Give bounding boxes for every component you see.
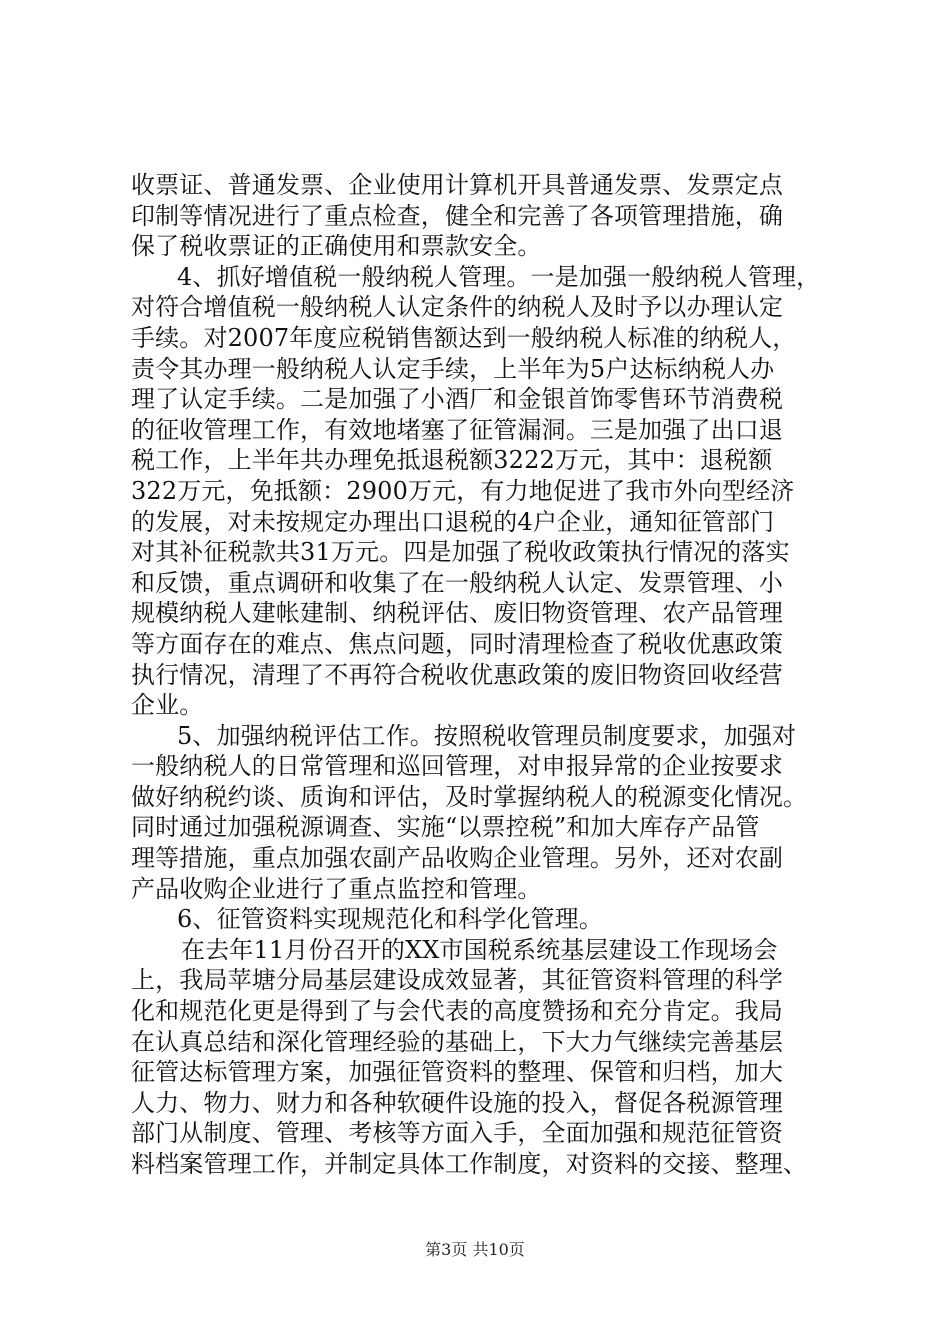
text-line: 在认真总结和深化管理经验的基础上，下大力气继续完善基层 — [131, 1027, 784, 1056]
text-line: 责令其办理一般纳税人认定手续，上半年为5户达标纳税人办 — [131, 354, 775, 383]
document-body — [131, 170, 837, 1180]
text-line: 做好纳税约谈、质询和评估，及时掌握纳税人的税源变化情况。 — [131, 782, 808, 811]
text-line: 保了税收票证的正确使用和票款安全。 — [131, 232, 542, 261]
text-line: 上，我局苹塘分局基层建设成效显著，其征管资料管理的科学 — [131, 966, 784, 995]
text-line: 等方面存在的难点、焦点问题，同时清理检查了税收优惠政策 — [131, 629, 784, 658]
text-line: 税工作，上半年共办理免抵退税额3222万元，其中：退税额 — [131, 446, 773, 475]
text-line: 收票证、普通发票、企业使用计算机开具普通发票、发票定点 — [131, 171, 784, 199]
text-line: 部门从制度、管理、考核等方面入手，全面加强和规范征管资 — [131, 1119, 784, 1148]
text-line: 理等措施，重点加强农副产品收购企业管理。另外，还对农副 — [131, 844, 784, 873]
text-line: 对其补征税款共31万元。四是加强了税收政策执行情况的落实 — [131, 538, 790, 567]
text-line: 322万元，免抵额：2900万元，有力地促进了我市外向型经济 — [131, 476, 795, 505]
text-line: 化和规范化更是得到了与会代表的高度赞扬和充分肯定。我局 — [131, 997, 784, 1026]
text-line: 料档案管理工作，并制定具体工作制度，对资料的交接、整理、 — [131, 1150, 808, 1178]
text-line: 印制等情况进行了重点检查，健全和完善了各项管理措施，确 — [131, 201, 784, 230]
page-number-footer: 第3页 共10页 — [425, 1240, 525, 1259]
text-line: 对符合增值税一般纳税人认定条件的纳税人及时予以办理认定 — [131, 293, 784, 322]
text-line: 的发展，对未按规定办理出口退税的4户企业，通知征管部门 — [131, 507, 775, 536]
text-line: 产品收购企业进行了重点监控和管理。 — [131, 874, 542, 903]
text-line: 企业。 — [131, 691, 204, 720]
paragraph-start-line: 在去年11月份召开的XX市国税系统基层建设工作现场会 — [181, 935, 778, 964]
paragraph-start-line: 5、加强纳税评估工作。按照税收管理员制度要求，加强对 — [177, 721, 797, 750]
text-line: 手续。对2007年度应税销售额达到一般纳税人标准的纳税人， — [131, 323, 797, 352]
text-line: 一般纳税人的日常管理和巡回管理，对申报异常的企业按要求 — [131, 752, 784, 781]
text-line: 规模纳税人建帐建制、纳税评估、废旧物资管理、农产品管理 — [131, 599, 784, 628]
paragraph-start-line: 4、抓好增值税一般纳税人管理。一是加强一般纳税人管理， — [177, 262, 821, 291]
text-line: 同时通过加强税源调查、实施“以票控税”和加大库存产品管 — [131, 813, 760, 842]
text-line: 执行情况，清理了不再符合税收优惠政策的废旧物资回收经营 — [131, 660, 784, 689]
text-line: 和反馈，重点调研和收集了在一般纳税人认定、发票管理、小 — [131, 568, 784, 597]
text-line: 人力、物力、财力和各种软硬件设施的投入，督促各税源管理 — [131, 1088, 784, 1117]
section-heading-line: 6、征管资料实现规范化和科学化管理。 — [177, 905, 603, 934]
text-line: 理了认定手续。二是加强了小酒厂和金银首饰零售环节消费税 — [131, 385, 784, 414]
text-line: 的征收管理工作，有效地堵塞了征管漏洞。三是加强了出口退 — [131, 415, 784, 444]
text-line: 征管达标管理方案，加强征管资料的整理、保管和归档，加大 — [131, 1058, 784, 1087]
